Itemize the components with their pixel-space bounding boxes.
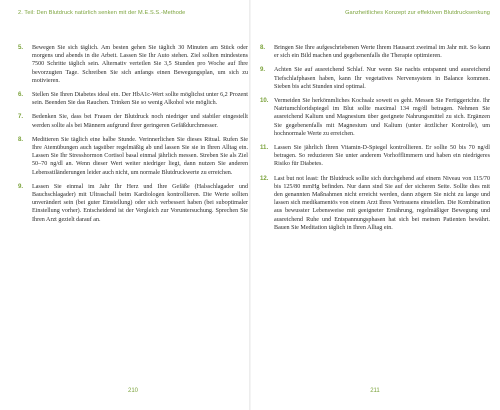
item-text: Bedenken Sie, dass bei Frauen der Blutdruck noch niedriger und stabiler eingestellt werden sollte als bei Männern aufgrund ihrer geringeren Gefäßdurchmesser. — [32, 114, 248, 129]
right-page — [260, 0, 490, 410]
item-number: 6. — [18, 91, 24, 99]
right-item-list — [260, 44, 490, 238]
item-number: 12. — [260, 174, 269, 182]
item-number: 11. — [260, 144, 269, 152]
item-text: Vermeiden Sie herkömmliches Kochsalz soweit es geht. Messen Sie Fertiggerichte. Ihr Natriumchloridspiegel im Blut sollte maximal 134 mg/dl betragen. Nehmen Sie ausreichend Kalium und Magnesium über geeignete Nahrungsmittel zu sich. Ergänzen Sie gegebenenfalls mit Magnesium und Kalium (unter ärztlicher Kontrolle), um hochnormale Werte zu erreichen. — [274, 98, 490, 137]
page-number-right: 211 — [370, 388, 380, 394]
item-text: Lassen Sie jährlich Ihren Vitamin-D-Spiegel kontrollieren. Er sollte 50 bis 70 ng/dl betragen. So reduzieren Sie unter anderem Vorhofflimmern und haben ein niedrigeres Risiko für Diabetes. — [274, 145, 490, 168]
list-item — [18, 44, 248, 85]
running-header-left: 2. Teil: Den Blutdruck natürlich senken mit der M.E.S.S.-Methode — [18, 10, 186, 16]
list-item — [18, 113, 248, 129]
item-number: 7. — [18, 113, 24, 121]
list-item — [18, 183, 248, 224]
item-number: 9. — [260, 66, 266, 74]
item-text: Bringen Sie Ihre aufgeschriebenen Werte Ihrem Hausarzt zweimal im Jahr mit. So kann er sich ein Bild machen und gegebenenfalls die Therapie optimieren. — [274, 45, 490, 60]
item-text: Stellen Sie Ihren Diabetes ideal ein. Der HbA1c-Wert sollte möglichst unter 6,2 Prozent sein. Beenden Sie das Rauchen. Trinken Sie so wenig Alkohol wie möglich. — [32, 92, 248, 107]
item-text: Achten Sie auf ausreichend Schlaf. Nur wenn Sie nachts entspannt und ausreichend Tiefschlafphasen haben, kann Ihr vegetatives Nervensystem in Balance kommen. Sieben bis acht Stunden sind optimal. — [274, 67, 490, 90]
book-gutter — [249, 0, 251, 410]
list-item — [260, 175, 490, 232]
item-number: 8. — [260, 44, 266, 51]
list-item — [260, 97, 490, 138]
item-number: 10. — [260, 97, 269, 105]
item-text: Meditieren Sie täglich eine halbe Stunde. Verinnerlichen Sie dieses Ritual. Rufen Sie Ihre Atemübungen auch tagsüber regelmäßig ab und lassen Sie sie in Ihren Alltag ein. Lassen Sie Ihr Stresshormon Cortisol basal einmal jährlich messen. Streben Sie als Ziel 50–70 ng/dl an. Wenn dieser Wert weiter niedriger liegt, dann nutzen Sie anderen Lebensstiländerungen leider auch nicht, um normale Blutdruckwerte zu erreichen. — [32, 136, 248, 176]
running-header-right: Ganzheitliches Konzept zur effektiven Blutdrucksenkung — [345, 10, 490, 16]
list-item — [18, 91, 248, 107]
item-text: Bewegen Sie sich täglich. Am besten gehen Sie täglich 30 Minuten am Stück oder morgens und abends in die Arbeit. Lassen Sie Ihr Auto stehen. Ziel sollten mindestens 7500 Schritte täglich sein. Alternativ verteilen Sie 3,5 Stunden pro Woche auf Ihre bevorzugten Tage. Schreiben Sie sich anfangs einen Bewegungsplan, um sich zu motivieren. — [32, 45, 248, 84]
list-item — [18, 136, 248, 177]
left-page — [18, 0, 248, 410]
item-number: 8. — [18, 135, 24, 143]
page-number-left: 210 — [127, 388, 138, 394]
list-item — [260, 66, 490, 91]
list-item — [260, 144, 490, 169]
item-text: Lassen Sie einmal im Jahr Ihr Herz und Ihre Gefäße (Halsschlagader und Bauchschlagader) mit Ultraschall beim Kardiologen kontrollieren. Die Werte sollten unverändert sein (bei guter Einstellung) oder sich verbessert haben (bei suboptimaler Einstellung vorher). Entscheidend ist der Vergleich zur Voruntersuchung. Sprechen Sie Ihren Arzt gezielt darauf an. — [32, 183, 248, 223]
item-text: Last but not least: Ihr Blutdruck sollte sich durchgehend auf einem Niveau von 115/70 bis 125/80 mmHg befinden. Nur dann sind Sie auf der sicheren Seite. Sollte dies mit den genannten Maßnahmen nicht erreicht werden, dann zögern Sie nicht zu lange und lassen sich medikamentös von einem Arzt Ihres Vertrauens einstellen. Die Kombination aus bewusster Lebensweise mit geeigneter Ernährung, regelmäßiger Bewegung und ausreichend Ruhe und Entspannungsphasen hat sich bei meinen Patienten bewährt. Bauen Sie Meditation täglich in Ihren Alltag ein. — [274, 175, 490, 231]
left-item-list — [18, 44, 248, 230]
item-number: 5. — [18, 44, 24, 51]
item-number: 9. — [18, 182, 24, 190]
list-item — [260, 44, 490, 60]
